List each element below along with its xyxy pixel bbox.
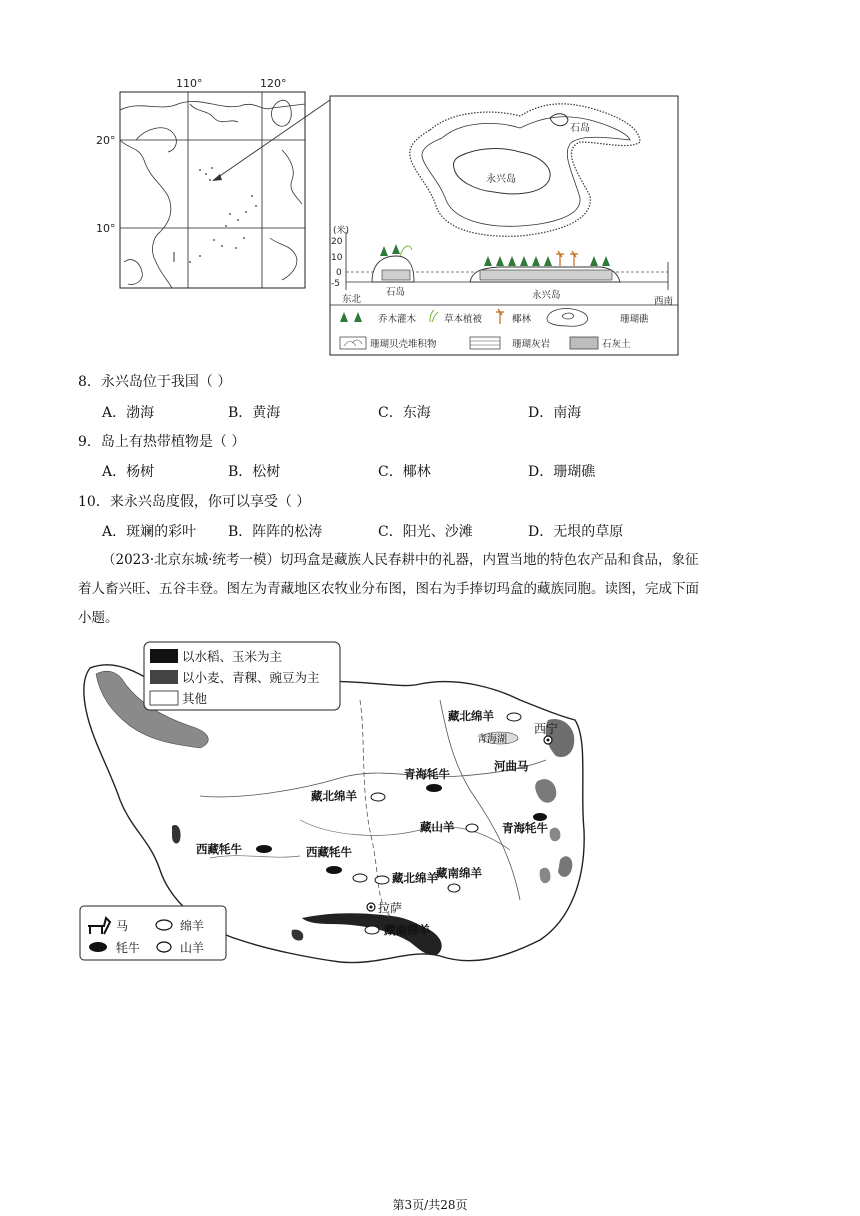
label-zangnan-sheep-1: 藏南绵羊 (436, 866, 482, 880)
q8-option-b: B．黄海 (228, 405, 281, 421)
label-zangnan-sheep-2: 藏南绵羊 (384, 923, 430, 937)
profile-island-left: 石岛 (386, 287, 406, 298)
yak-icon (256, 845, 272, 853)
q10-option-d: D．无垠的草原 (528, 524, 624, 540)
legend-wheat: 以小麦、青稞、豌豆为主 (182, 670, 320, 685)
legend-shell: 珊瑚贝壳堆积物 (370, 339, 437, 350)
q8-option-a: A．渤海 (102, 405, 155, 421)
legend-reef: 珊瑚礁 (620, 314, 649, 325)
sheep-icon (375, 876, 389, 884)
profile-island-right: 永兴岛 (532, 290, 561, 301)
yak-icon (326, 866, 342, 874)
q10-option-a: A．斑斓的彩叶 (102, 524, 197, 540)
q9-option-c: C．椰林 (378, 464, 431, 480)
q8-option-c: C．东海 (378, 405, 431, 421)
legend-grass: 草本植被 (444, 314, 483, 325)
lon-label-120: 120° (260, 77, 287, 90)
farming-legend (144, 642, 340, 710)
legend-other: 其他 (182, 691, 208, 706)
svg-text:20: 20 (331, 237, 343, 247)
sheep-icon (507, 713, 521, 721)
label-zangbei-sheep-1: 藏北绵羊 (448, 709, 494, 723)
legend-yak: 牦牛 (116, 941, 141, 955)
profile-unit: (米) (333, 226, 350, 236)
label-hequ-horse: 河曲马 (494, 759, 529, 773)
goat-icon (157, 942, 171, 952)
sheep-icon (371, 793, 385, 801)
sheep-icon (353, 874, 367, 882)
passage-line-2: 着人畜兴旺、五谷丰登。图左为青藏地区农牧业分布图，图右为手捧切玛盒的藏族同胞。读图，完成下面 (78, 581, 699, 597)
label-xizang-yak-1: 西藏牦牛 (196, 842, 242, 856)
legend-sheep: 绵羊 (180, 919, 205, 933)
q10-option-c: C．阳光、沙滩 (378, 524, 473, 540)
q9-option-d: D．珊瑚礁 (528, 464, 596, 480)
map-label-shidao: 石岛 (570, 123, 590, 134)
q10-option-b: B．阵阵的松涛 (228, 524, 323, 540)
label-qinghai-lake: 青海湖 (477, 734, 507, 745)
question-8-stem: 8．永兴岛位于我国（ ） (78, 374, 232, 390)
lon-label-110: 110° (176, 77, 203, 90)
legend-coconut: 椰林 (512, 314, 532, 325)
sheep-icon (156, 920, 172, 930)
page-number: 第3页/共28页 (392, 1198, 468, 1212)
label-lasa: 拉萨 (378, 901, 403, 915)
passage (78, 546, 798, 633)
figure-yongxing (0, 0, 860, 370)
legend-lime-soil: 石灰土 (602, 339, 631, 350)
figure-qingzang-svg (0, 630, 860, 980)
sheep-icon (365, 926, 379, 934)
profile-dir-left: 东北 (342, 294, 362, 305)
label-zangbei-sheep-2: 藏北绵羊 (311, 789, 357, 803)
locator-map (96, 77, 305, 288)
legend-goat: 山羊 (180, 941, 205, 955)
yak-icon (533, 813, 547, 821)
passage-line-3: 小题。 (78, 610, 119, 626)
passage-line-1: （2023·北京东城·统考一模）切玛盒是藏族人民春耕中的礼器，内置当地的特色农产品和食品，象征 (102, 552, 699, 568)
figure-yongxing-svg (0, 0, 860, 370)
goat-icon (466, 824, 478, 832)
yak-icon (426, 784, 442, 792)
svg-text:10: 10 (331, 253, 343, 263)
legend-horse: 马 (116, 919, 129, 933)
svg-text:0: 0 (336, 268, 342, 278)
map-label-yongxing: 永兴岛 (486, 174, 516, 185)
q9-option-b: B．松树 (228, 464, 281, 480)
goat-icon (448, 884, 460, 892)
q9-option-a: A．杨树 (102, 464, 155, 480)
lat-label-20: 20° (96, 134, 116, 147)
profile-dir-right: 西南 (654, 296, 674, 307)
legend-trees: 乔木灌木 (378, 314, 417, 325)
label-qinghai-yak-1: 青海牦牛 (404, 767, 450, 781)
lat-label-10: 10° (96, 222, 116, 235)
question-9-stem: 9．岛上有热带植物是（ ） (78, 434, 246, 450)
legend-rice: 以水稻、玉米为主 (182, 649, 283, 664)
label-xining: 西宁 (534, 722, 559, 736)
q8-option-d: D．南海 (528, 405, 582, 421)
yak-icon (89, 942, 107, 952)
svg-text:-5: -5 (331, 279, 340, 289)
label-zangbei-sheep-3: 藏北绵羊 (392, 871, 438, 885)
label-zang-goat: 藏山羊 (420, 820, 455, 834)
question-10-stem: 10．来永兴岛度假，你可以享受（ ） (78, 494, 311, 510)
legend-limestone-reef: 珊瑚灰岩 (512, 339, 551, 350)
label-qinghai-yak-2: 青海牦牛 (502, 821, 548, 835)
figure-qingzang-map (0, 630, 860, 980)
animal-legend (80, 906, 226, 960)
label-xizang-yak-2: 西藏牦牛 (306, 845, 352, 859)
